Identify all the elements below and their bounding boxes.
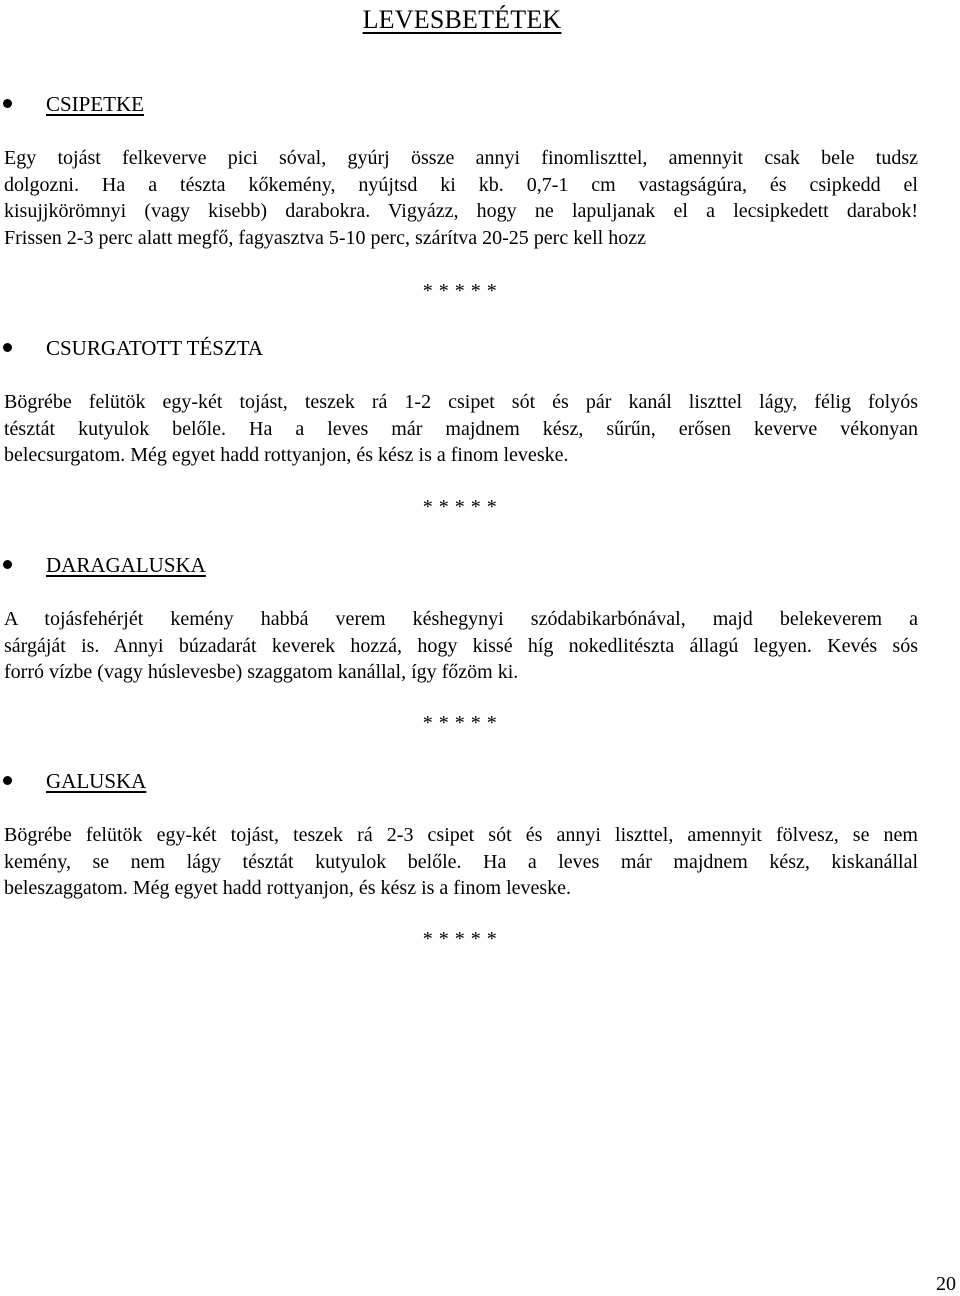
paragraph-line: Bögrébe felütök egy-két tojást, teszek rá 2-3 csipet sót és annyi liszttel, amennyit fölvesz, se nem: [4, 824, 918, 846]
section-separator: * * * * *: [422, 496, 498, 518]
section-heading-csipetke: [0, 89, 600, 119]
page-title: LEVESBETÉTEK: [362, 5, 562, 34]
section-heading-text: DARAGALUSKA: [46, 553, 206, 577]
section-heading-text: CSURGATOTT TÉSZTA: [46, 336, 264, 360]
section-heading-csurgatott-teszta: [0, 333, 600, 363]
paragraph-line: beleszaggatom. Még egyet hadd rottyanjon, és kész is a finom leveske.: [4, 877, 572, 899]
section-heading-text: GALUSKA: [46, 769, 147, 793]
section-separator: * * * * *: [422, 928, 498, 950]
paragraph-line: belecsurgatom. Még egyet hadd rottyanjon, és kész is a finom leveske.: [4, 444, 569, 466]
section-paragraph-daragaluska: [4, 606, 918, 686]
paragraph-line: kisujjkörömnyi (vagy kisebb) darabokra. Vigyázz, hogy ne lapuljanak el a lecsipkedett darabok!: [4, 200, 918, 222]
paragraph-line: Bögrébe felütök egy-két tojást, teszek rá 1-2 csipet sót és pár kanál liszttel lágy, félig folyós: [4, 391, 918, 413]
bullet-icon: [3, 99, 12, 108]
section-paragraph-csurgatott-teszta: [4, 389, 918, 469]
paragraph-line: A tojásfehérjét kemény habbá verem késhegynyi szódabikarbónával, majd belekeverem a: [4, 608, 918, 630]
paragraph-line: dolgozni. Ha a tészta kőkemény, nyújtsd ki kb. 0,7-1 cm vastagságúra, és csipkedd el: [4, 173, 918, 196]
paragraph-line: sárgáját is. Annyi búzadarát keverek hozzá, hogy kissé híg nokedlitészta állagú legyen. Kevés sós: [4, 634, 918, 657]
page-number: 20: [936, 1273, 956, 1295]
paragraph-line: tésztát kutyulok belőle. Ha a leves már majdnem kész, sűrűn, erősen keverve vékonyan: [4, 417, 918, 440]
section-heading-daragaluska: [0, 550, 600, 580]
section-paragraph-csipetke: [4, 145, 918, 251]
paragraph-line: Frissen 2-3 perc alatt megfő, fagyasztva 5-10 perc, szárítva 20-25 perc kell hozz: [4, 226, 646, 249]
paragraph-line: forró vízbe (vagy húslevesbe) szaggatom kanállal, így főzöm ki.: [4, 661, 519, 683]
paragraph-line: Egy tojást felkeverve pici sóval, gyúrj össze annyi finomliszttel, amennyit csak bele tudsz: [4, 147, 918, 169]
section-separator: * * * * *: [422, 280, 498, 302]
section-heading-text: CSIPETKE: [46, 92, 145, 116]
bullet-icon: [3, 343, 12, 352]
section-heading-galuska: [0, 766, 600, 796]
bullet-icon: [3, 560, 12, 569]
bullet-icon: [3, 776, 12, 785]
paragraph-line: kemény, se nem lágy tésztát kutyulok belőle. Ha a leves már majdnem kész, kiskanállal: [4, 850, 918, 873]
section-separator: * * * * *: [422, 712, 498, 734]
section-paragraph-galuska: [4, 822, 918, 902]
